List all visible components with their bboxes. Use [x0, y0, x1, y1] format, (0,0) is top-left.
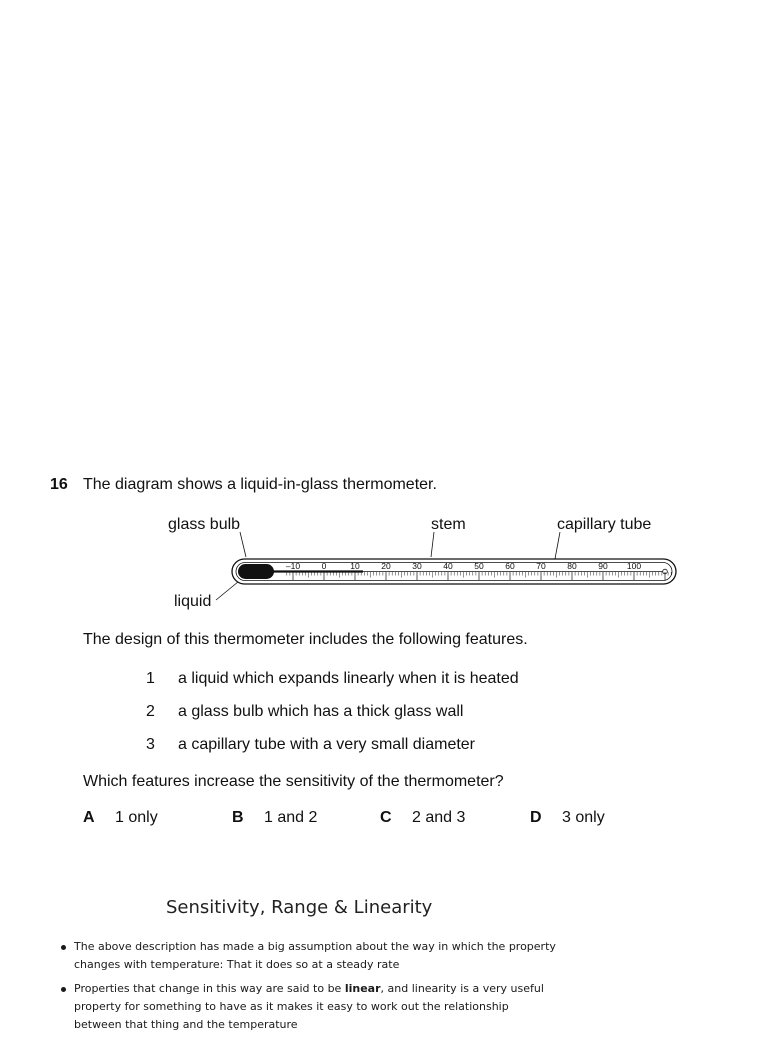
scale-number: 40: [443, 561, 453, 571]
glass-bulb-leader-line: [240, 532, 246, 557]
thermometer-diagram: [160, 510, 690, 615]
option-a-text[interactable]: 1 only: [115, 809, 158, 826]
feature-text: a glass bulb which has a thick glass wall: [178, 703, 464, 720]
notes-bullet: [58, 980, 558, 1034]
feature-number: 1: [146, 670, 155, 687]
feature-number: 3: [146, 736, 155, 753]
glass-bulb-label: glass bulb: [168, 516, 241, 533]
bullet-text: The above description has made a big assumption about the way in which the property changes with temperature: That it does so at a steady rate: [74, 940, 556, 971]
feature-text: a liquid which expands linearly when it is heated: [178, 670, 519, 687]
notes-bullet: [58, 938, 558, 974]
scale-number: 20: [381, 561, 391, 571]
feature-number: 2: [146, 703, 155, 720]
scale-number: 100: [626, 561, 642, 571]
notes-list: [58, 938, 558, 1040]
option-b-letter[interactable]: B: [232, 809, 244, 826]
bullet-text: , and linearity is a very useful property for something to have as it makes it easy to work out the relationship between that thing and the temperature: [74, 982, 544, 1031]
features-intro: The design of this thermometer includes the following features.: [83, 631, 528, 648]
bullet-text: Properties that change in this way are said to be: [74, 982, 345, 995]
option-d-letter[interactable]: D: [530, 809, 542, 826]
notes-heading: Sensitivity, Range & Linearity: [166, 897, 433, 918]
scale-number: 70: [536, 561, 546, 571]
capillary-tube-label: capillary tube: [557, 516, 652, 533]
stem-label: stem: [431, 516, 466, 533]
option-c-letter[interactable]: C: [380, 809, 392, 826]
scale-number: 90: [598, 561, 608, 571]
feature-text: a capillary tube with a very small diameter: [178, 736, 476, 753]
liquid-label: liquid: [174, 593, 212, 610]
scale-number: –10: [285, 561, 301, 571]
bold-term: linear: [344, 982, 381, 995]
scale-number: 60: [505, 561, 515, 571]
stem-leader-line: [431, 532, 434, 557]
option-c-text[interactable]: 2 and 3: [412, 809, 466, 826]
question-prompt: Which features increase the sensitivity of the thermometer?: [83, 773, 504, 790]
liquid-bulb: [238, 564, 274, 579]
scale-number: 0: [321, 561, 327, 571]
scale-number: 10: [350, 561, 360, 571]
scale-number: 80: [567, 561, 577, 571]
option-d-text[interactable]: 3 only: [562, 809, 605, 826]
option-a-letter[interactable]: A: [83, 809, 95, 826]
question-number: 16: [50, 476, 68, 493]
option-b-text[interactable]: 1 and 2: [264, 809, 318, 826]
question-text: The diagram shows a liquid-in-glass thermometer.: [83, 476, 437, 493]
scale-number: 30: [412, 561, 422, 571]
scale-number: 50: [474, 561, 484, 571]
